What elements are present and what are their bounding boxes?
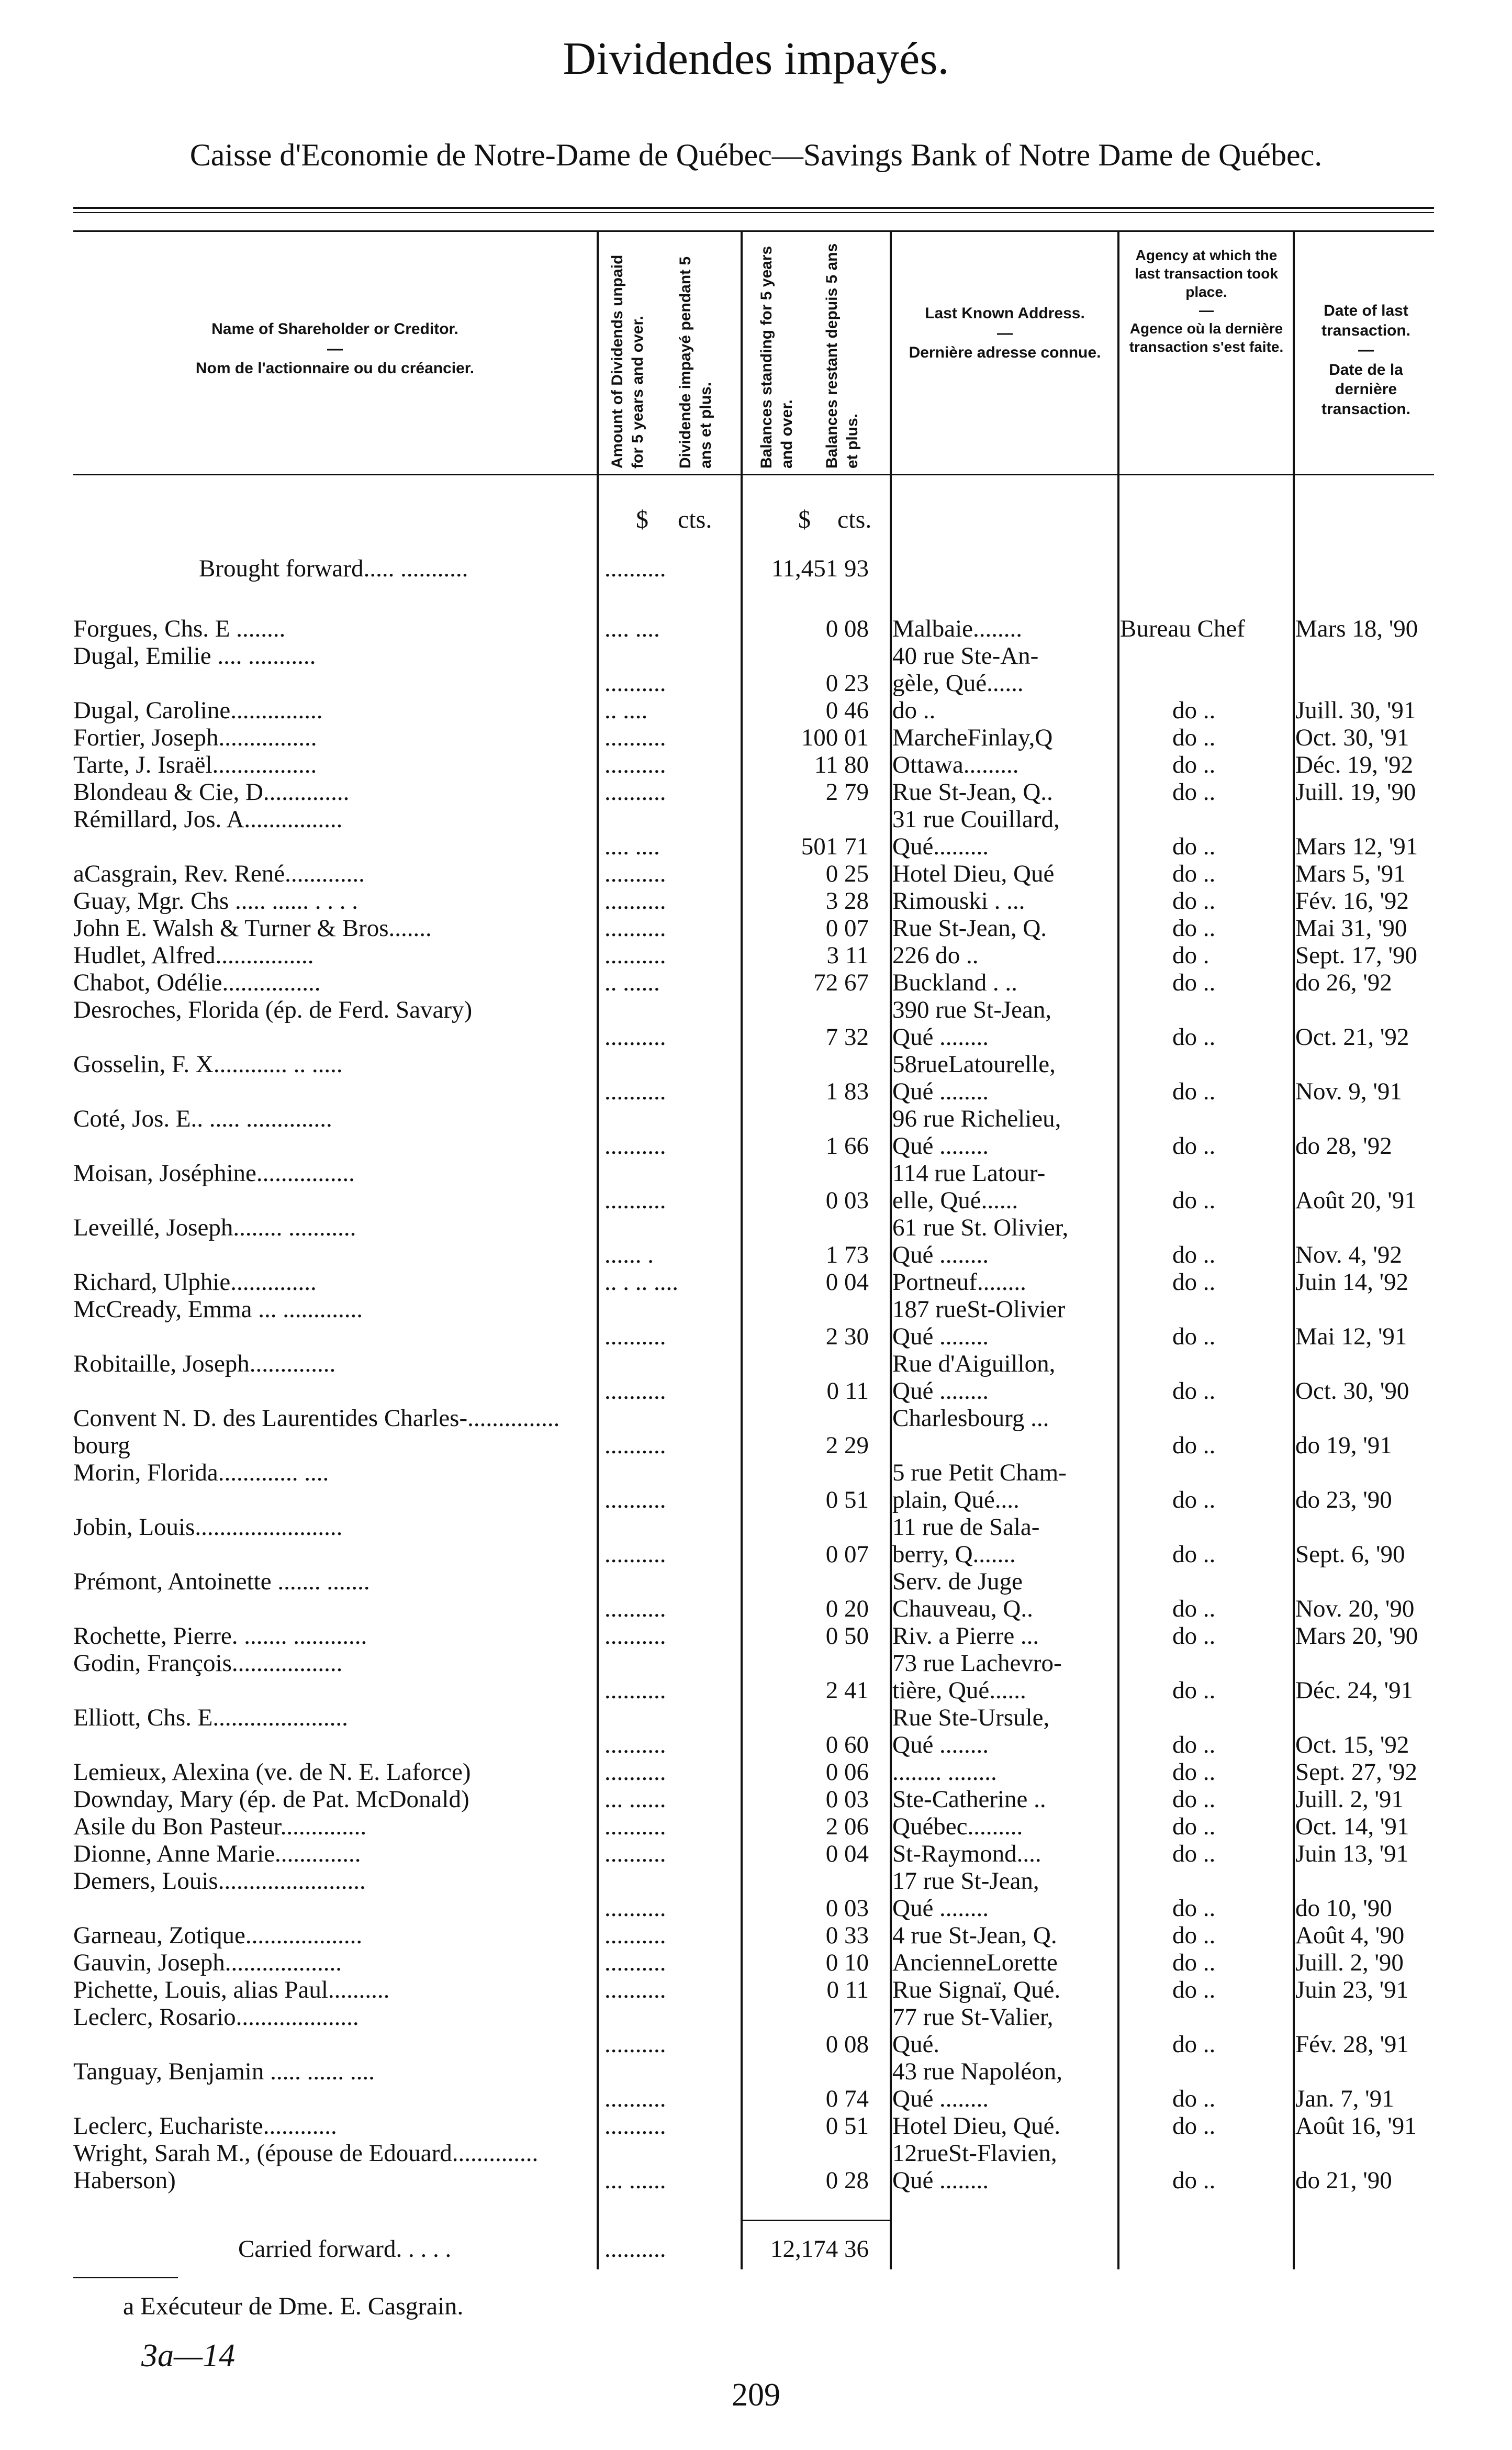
row-balance: 0 03 [825, 1895, 869, 1922]
row-name: Moisan, Joséphine................ [73, 1160, 355, 1187]
row-div: .......... [604, 1595, 666, 1622]
row-balance: 0 28 [825, 2167, 869, 2194]
row-agency: do .. [1172, 1622, 1216, 1650]
row-date: Août 16, '91 [1295, 2112, 1417, 2140]
row-name: Garneau, Zotique................... [73, 1922, 363, 1949]
row-address: 17 rue St-Jean, [892, 1867, 1039, 1895]
row-date: do 10, '90 [1295, 1895, 1392, 1922]
row-agency: do .. [1172, 1323, 1216, 1350]
row-date: Nov. 4, '92 [1295, 1241, 1402, 1268]
row-agency: do .. [1172, 1078, 1216, 1105]
row-div: .......... [604, 1078, 666, 1105]
row-balance: 3 28 [825, 887, 869, 915]
row-address-cont: Qué ........ [892, 1132, 989, 1160]
row-address-cont: Qué ........ [892, 1731, 989, 1758]
col-rule-5 [1293, 230, 1295, 2269]
row-address: MarcheFinlay,Q [892, 724, 1053, 751]
row-balance: 0 74 [825, 2085, 869, 2112]
row-date: Fév. 28, '91 [1295, 2031, 1409, 2058]
row-balance: 2 79 [825, 778, 869, 806]
row-agency: do .. [1172, 1132, 1216, 1160]
row-date: do 19, '91 [1295, 1432, 1392, 1459]
row-balance: 0 08 [825, 2031, 869, 2058]
row-agency: do .. [1172, 697, 1216, 724]
row-date: Mai 31, '90 [1295, 915, 1407, 942]
row-date: Sept. 6, '90 [1295, 1541, 1405, 1568]
row-address-cont: plain, Qué.... [892, 1486, 1020, 1513]
row-name: Forgues, Chs. E ........ [73, 615, 286, 642]
row-agency: do .. [1172, 1595, 1216, 1622]
row-address-cont: Qué ........ [892, 1377, 989, 1405]
row-balance: 0 33 [825, 1922, 869, 1949]
row-date: Juill. 2, '91 [1295, 1786, 1404, 1813]
row-agency: do .. [1172, 1541, 1216, 1568]
bal-dollar-unit: $ [798, 506, 811, 533]
row-address: 5 rue Petit Cham- [892, 1459, 1067, 1486]
row-balance: 501 71 [801, 833, 869, 860]
row-name: Rémillard, Jos. A................ [73, 806, 343, 833]
row-address: Rue St-Jean, Q. [892, 915, 1047, 942]
header-agency: Agency at which the last transaction took place. — Agence où la dernière transaction s'est faite. [1129, 247, 1284, 355]
row-agency: do .. [1172, 1268, 1216, 1296]
row-agency: do .. [1172, 1976, 1216, 2003]
col-rule-3 [890, 230, 892, 2269]
row-address: Portneuf........ [892, 1268, 1026, 1296]
row-balance: 0 46 [825, 697, 869, 724]
row-agency: do .. [1172, 1023, 1216, 1051]
row-date: Juill. 19, '90 [1295, 778, 1416, 806]
row-div: .......... [604, 1731, 666, 1758]
row-address-cont: Chauveau, Q.. [892, 1595, 1033, 1622]
row-address: Hotel Dieu, Qué. [892, 2112, 1061, 2140]
row-div: .......... [604, 1813, 666, 1840]
row-agency: do .. [1172, 860, 1216, 887]
row-address: 114 rue Latour- [892, 1160, 1046, 1187]
row-div: .... .... [604, 615, 660, 642]
carried-forward-div: .......... [604, 2235, 666, 2263]
row-agency: do .. [1172, 1377, 1216, 1405]
row-date: do 28, '92 [1295, 1132, 1392, 1160]
row-name: Coté, Jos. E.. ..... .............. [73, 1105, 332, 1132]
row-balance: 0 23 [825, 670, 869, 697]
row-balance: 11 80 [814, 751, 869, 778]
row-div: .. . .. .... [604, 1268, 678, 1296]
top-rule-2 [73, 212, 1434, 213]
row-date: Oct. 30, '90 [1295, 1377, 1409, 1405]
row-agency: do .. [1172, 724, 1216, 751]
row-name-cont: bourg [73, 1432, 130, 1459]
row-name: Gosselin, F. X............ .. ..... [73, 1051, 343, 1078]
row-div: .......... [604, 1622, 666, 1650]
row-address-cont: Qué ........ [892, 2085, 989, 2112]
page-number: 209 [732, 2377, 780, 2413]
footnote-rule [73, 2277, 178, 2278]
row-div: .......... [604, 2085, 666, 2112]
row-name-cont: Haberson) [73, 2167, 176, 2194]
row-div: .......... [604, 860, 666, 887]
carried-forward-amount: 12,174 36 [770, 2235, 869, 2263]
row-name: Dugal, Emilie .... ........... [73, 642, 316, 670]
header-bal-fr: Balances restant depuis 5 ans et plus. [823, 243, 861, 469]
row-balance: 0 51 [825, 2112, 869, 2140]
row-balance: 2 30 [825, 1323, 869, 1350]
row-agency: do .. [1172, 2167, 1216, 2194]
row-agency: do .. [1172, 1677, 1216, 1704]
row-balance: 2 06 [825, 1813, 869, 1840]
row-date: Mars 12, '91 [1295, 833, 1418, 860]
header-top-rule [73, 230, 1434, 232]
signature-mark: 3a—14 [141, 2338, 236, 2374]
row-div: .......... [604, 942, 666, 969]
row-div: .......... [604, 915, 666, 942]
row-address: ........ ........ [892, 1758, 997, 1786]
row-div: .. ...... [604, 969, 660, 996]
row-balance: 1 66 [825, 1132, 869, 1160]
row-address: 43 rue Napoléon, [892, 2058, 1062, 2085]
header-date: Date of last transaction. — Date de la dernière transaction. [1321, 302, 1411, 418]
row-agency: do .. [1172, 887, 1216, 915]
row-date: Oct. 15, '92 [1295, 1731, 1409, 1758]
row-name: Guay, Mgr. Chs ..... ...... . . . . [73, 887, 358, 915]
row-agency: Bureau Chef [1120, 615, 1245, 642]
row-balance: 0 04 [825, 1840, 869, 1867]
col-rule-2 [741, 230, 743, 2269]
row-name: John E. Walsh & Turner & Bros....... [73, 915, 432, 942]
row-balance: 72 67 [813, 969, 869, 996]
header-date-fr: Date de la dernière transaction. [1321, 361, 1411, 418]
top-rule [73, 207, 1434, 209]
row-balance: 0 10 [825, 1949, 869, 1976]
row-name: Asile du Bon Pasteur.............. [73, 1813, 367, 1840]
row-balance: 0 25 [825, 860, 869, 887]
brought-forward-row: Brought forward..... ........... [199, 555, 468, 582]
row-name: Desroches, Florida (ép. de Ferd. Savary) [73, 996, 473, 1023]
row-agency: do .. [1172, 2112, 1216, 2140]
row-address: Riv. a Pierre ... [892, 1622, 1039, 1650]
header-date-en: Date of last transaction. [1321, 302, 1411, 339]
row-date: Mai 12, '91 [1295, 1323, 1407, 1350]
row-div: .......... [604, 1432, 666, 1459]
row-date: Juill. 30, '91 [1295, 697, 1416, 724]
row-address: do .. [892, 697, 936, 724]
row-address: Malbaie........ [892, 615, 1022, 642]
row-div: ...... . [604, 1241, 654, 1268]
row-name: Leclerc, Rosario.................... [73, 2003, 359, 2031]
row-agency: do .. [1172, 751, 1216, 778]
row-name: Leveillé, Joseph........ ........... [73, 1214, 356, 1241]
row-balance: 0 07 [825, 1541, 869, 1568]
row-address-cont: tière, Qué...... [892, 1677, 1026, 1704]
row-address: 61 rue St. Olivier, [892, 1214, 1069, 1241]
header-div-fr: Dividende impayé pendant 5 ans et plus. [677, 256, 714, 469]
row-balance: 0 03 [825, 1786, 869, 1813]
row-name: Prémont, Antoinette ....... ....... [73, 1568, 370, 1595]
row-address: Rue Signaï, Qué. [892, 1976, 1061, 2003]
row-div: .......... [604, 1486, 666, 1513]
row-agency: do .. [1172, 969, 1216, 996]
row-name: Tanguay, Benjamin ..... ...... .... [73, 2058, 375, 2085]
row-name: Convent N. D. des Laurentides Charles-............... [73, 1405, 560, 1432]
row-name: Fortier, Joseph................ [73, 724, 317, 751]
row-address: Québec......... [892, 1813, 1023, 1840]
row-address: Rue Ste-Ursule, [892, 1704, 1050, 1731]
row-agency: do .. [1172, 2031, 1216, 2058]
row-balance: 0 20 [825, 1595, 869, 1622]
bal-cts-unit: cts. [837, 506, 872, 533]
row-div: .......... [604, 751, 666, 778]
row-agency: do .. [1172, 1432, 1216, 1459]
row-address: 226 do .. [892, 942, 979, 969]
row-balance: 0 07 [825, 915, 869, 942]
row-name: Demers, Louis........................ [73, 1867, 366, 1895]
row-name: Pichette, Louis, alias Paul.......... [73, 1976, 390, 2003]
row-date: Oct. 14, '91 [1295, 1813, 1409, 1840]
row-agency: do .. [1172, 1758, 1216, 1786]
row-date: Sept. 17, '90 [1295, 942, 1418, 969]
row-div: .......... [604, 778, 666, 806]
row-div: .......... [604, 1949, 666, 1976]
row-date: Déc. 19, '92 [1295, 751, 1414, 778]
row-address: AncienneLorette [892, 1949, 1058, 1976]
header-address: Last Known Address. — Dernière adresse connue. [909, 305, 1101, 361]
row-div: .......... [604, 1323, 666, 1350]
row-balance: 0 51 [825, 1486, 869, 1513]
col-rule-4 [1117, 230, 1119, 2269]
row-div: .......... [604, 2112, 666, 2140]
row-address: Hotel Dieu, Qué [892, 860, 1055, 887]
row-name: Leclerc, Eucharistе............ [73, 2112, 337, 2140]
row-address-cont: elle, Qué...... [892, 1187, 1018, 1214]
row-date: Août 4, '90 [1295, 1922, 1405, 1949]
row-name: Robitaille, Joseph.............. [73, 1350, 336, 1377]
row-address: 390 rue St-Jean, [892, 996, 1052, 1023]
header-agency-fr: Agence où la dernière transaction s'est faite. [1129, 320, 1284, 355]
row-agency: do .. [1172, 1241, 1216, 1268]
header-name-en: Name of Shareholder or Creditor. [211, 320, 458, 338]
brought-forward-label: Brought forward [199, 555, 364, 582]
row-agency: do .. [1172, 1486, 1216, 1513]
row-name: Blondeau & Cie, D.............. [73, 778, 350, 806]
row-name: Dugal, Caroline............... [73, 697, 323, 724]
carried-forward-row: Carried forward. . . . . [238, 2235, 452, 2263]
row-balance: 1 83 [825, 1078, 869, 1105]
row-div: .......... [604, 1677, 666, 1704]
row-address: 12rueSt-Flavien, [892, 2140, 1057, 2167]
header-address-en: Last Known Address. [925, 305, 1085, 322]
row-balance: 1 73 [825, 1241, 869, 1268]
row-date: Mars 20, '90 [1295, 1622, 1418, 1650]
row-date: Sept. 27, '92 [1295, 1758, 1418, 1786]
row-balance: 2 29 [825, 1432, 869, 1459]
row-div: .......... [604, 1840, 666, 1867]
row-balance: 2 41 [825, 1677, 869, 1704]
row-agency: do .. [1172, 778, 1216, 806]
row-address-cont: berry, Q....... [892, 1541, 1016, 1568]
row-address: Buckland . .. [892, 969, 1017, 996]
row-date: do 26, '92 [1295, 969, 1392, 996]
row-agency: do .. [1172, 1895, 1216, 1922]
row-address: Rimouski . ... [892, 887, 1025, 915]
row-name: Jobin, Louis........................ [73, 1513, 343, 1541]
row-div: .......... [604, 1895, 666, 1922]
row-div: .......... [604, 670, 666, 697]
row-agency: do .. [1172, 2085, 1216, 2112]
row-balance: 3 11 [826, 942, 869, 969]
row-name: Dionne, Anne Marie.............. [73, 1840, 361, 1867]
row-balance: 0 50 [825, 1622, 869, 1650]
row-agency: do .. [1172, 1813, 1216, 1840]
row-address-cont: Qué......... [892, 833, 989, 860]
row-address-cont: gèle, Qué...... [892, 670, 1024, 697]
carried-forward-label: Carried forward [238, 2235, 396, 2263]
row-address: Ste-Catherine .. [892, 1786, 1046, 1813]
brought-forward-amount: 11,451 93 [771, 555, 869, 582]
row-agency: do .. [1172, 833, 1216, 860]
row-address: 96 rue Richelieu, [892, 1105, 1061, 1132]
row-balance: 0 60 [825, 1731, 869, 1758]
row-div: .......... [604, 1132, 666, 1160]
row-address-cont: Qué ........ [892, 1323, 989, 1350]
row-name: Morin, Florida............. .... [73, 1459, 329, 1486]
row-agency: do .. [1172, 1731, 1216, 1758]
row-address: 4 rue St-Jean, Q. [892, 1922, 1057, 1949]
row-date: Nov. 9, '91 [1295, 1078, 1402, 1105]
row-agency: do .. [1172, 1949, 1216, 1976]
row-div: .......... [604, 1023, 666, 1051]
row-date: Fév. 16, '92 [1295, 887, 1409, 915]
row-address-cont: Qué ........ [892, 1895, 989, 1922]
row-address: 31 rue Couillard, [892, 806, 1060, 833]
row-agency: do .. [1172, 1922, 1216, 1949]
div-cts-unit: cts. [678, 506, 712, 533]
row-address: 11 rue de Sala- [892, 1513, 1040, 1541]
row-name: Rochette, Pierre. ....... ............ [73, 1622, 367, 1650]
row-date: Juin 23, '91 [1295, 1976, 1409, 2003]
row-date: Juin 13, '91 [1295, 1840, 1409, 1867]
row-address: 77 rue St-Valier, [892, 2003, 1054, 2031]
row-div: .......... [604, 1187, 666, 1214]
row-balance: 0 11 [826, 1976, 869, 2003]
header-agency-en: Agency at which the last transaction took place. [1135, 247, 1278, 300]
header-address-fr: Dernière adresse connue. [909, 344, 1101, 361]
row-address-cont: Qué ........ [892, 2167, 989, 2194]
row-div: .......... [604, 724, 666, 751]
header-div-en: Amount of Dividends unpaid for 5 years and over. [609, 254, 646, 469]
row-date: do 21, '90 [1295, 2167, 1392, 2194]
row-div: .......... [604, 887, 666, 915]
row-address: Rue d'Aiguillon, [892, 1350, 1056, 1377]
row-date: Août 20, '91 [1295, 1187, 1417, 1214]
div-dollar-unit: $ [636, 506, 648, 533]
row-div: .......... [604, 1976, 666, 2003]
row-agency: do .. [1172, 1840, 1216, 1867]
row-date: Juill. 2, '90 [1295, 1949, 1404, 1976]
row-balance: 0 06 [825, 1758, 869, 1786]
row-address: 73 rue Lachevro- [892, 1650, 1062, 1677]
row-date: Oct. 30, '91 [1295, 724, 1409, 751]
carried-forward-rule [741, 2220, 890, 2221]
row-balance: 7 32 [825, 1023, 869, 1051]
row-name: Chabot, Odélie................ [73, 969, 321, 996]
row-address: 187 rueSt-Olivier [892, 1296, 1066, 1323]
row-address: Ottawa......... [892, 751, 1019, 778]
row-date: Juin 14, '92 [1295, 1268, 1409, 1296]
brought-forward-div: .......... [604, 555, 666, 582]
row-agency: do .. [1172, 915, 1216, 942]
row-name: Hudlet, Alfred................ [73, 942, 314, 969]
row-address-cont: Qué ........ [892, 1241, 989, 1268]
row-div: .......... [604, 2031, 666, 2058]
row-div: .......... [604, 1377, 666, 1405]
row-agency: do .. [1172, 1786, 1216, 1813]
row-address: Serv. de Juge [892, 1568, 1023, 1595]
header-name-dash: — [327, 340, 343, 358]
row-address-cont: Qué. [892, 2031, 940, 2058]
row-date: Mars 5, '91 [1295, 860, 1406, 887]
row-address-cont: Qué ........ [892, 1023, 989, 1051]
row-div: ... ...... [604, 2167, 666, 2194]
row-address: Charlesbourg ... [892, 1405, 1049, 1432]
row-name: Richard, Ulphie.............. [73, 1268, 317, 1296]
page-subtitle: Caisse d'Economie de Notre-Dame de Québec—Savings Bank of Notre Dame de Québec. [189, 138, 1323, 172]
row-address: 40 rue Ste-An- [892, 642, 1039, 670]
row-balance: 0 04 [825, 1268, 869, 1296]
row-date: Nov. 20, '90 [1295, 1595, 1415, 1622]
col-rule-1 [597, 230, 599, 2269]
row-agency: do . [1172, 942, 1209, 969]
row-div: .......... [604, 1758, 666, 1786]
row-div: .... .... [604, 833, 660, 860]
header-bottom-rule [73, 474, 1434, 475]
row-name: McCready, Emma ... ............. [73, 1296, 363, 1323]
row-balance: 100 01 [801, 724, 869, 751]
row-date: Oct. 21, '92 [1295, 1023, 1409, 1051]
row-date: do 23, '90 [1295, 1486, 1392, 1513]
row-div: .. .... [604, 697, 648, 724]
row-date: Déc. 24, '91 [1295, 1677, 1414, 1704]
row-name: Lemieux, Alexina (ve. de N. E. Laforce) [73, 1758, 471, 1786]
row-address: Rue St-Jean, Q.. [892, 778, 1053, 806]
row-balance: 0 03 [825, 1187, 869, 1214]
row-name: aCasgrain, Rev. René............. [73, 860, 365, 887]
row-name: Wright, Sarah M., (épouse de Edouard.............. [73, 2140, 539, 2167]
row-div: .......... [604, 1922, 666, 1949]
row-name: Tarte, J. Israël................. [73, 751, 317, 778]
row-date: Jan. 7, '91 [1295, 2085, 1394, 2112]
row-address: 58rueLatourelle, [892, 1051, 1056, 1078]
row-address: St-Raymond.... [892, 1840, 1041, 1867]
row-name: Elliott, Chs. E...................... [73, 1704, 348, 1731]
row-div: ... ...... [604, 1786, 666, 1813]
footnote: a Exécuteur de Dme. E. Casgrain. [123, 2292, 464, 2320]
row-name: Downday, Mary (ép. de Pat. McDonald) [73, 1786, 469, 1813]
row-address-cont: Qué ........ [892, 1078, 989, 1105]
page-title: Dividendes impayés. [563, 34, 949, 84]
header-name-fr: Nom de l'actionnaire ou du créancier. [195, 360, 475, 377]
header-bal-en: Balances standing for 5 years and over. [758, 246, 796, 469]
row-name: Gauvin, Joseph................... [73, 1949, 342, 1976]
row-agency: do .. [1172, 1187, 1216, 1214]
row-date: Mars 18, '90 [1295, 615, 1418, 642]
row-div: .......... [604, 1541, 666, 1568]
row-balance: 0 11 [826, 1377, 869, 1405]
row-name: Godin, François.................. [73, 1650, 343, 1677]
header-name [131, 319, 539, 378]
row-balance: 0 08 [825, 615, 869, 642]
